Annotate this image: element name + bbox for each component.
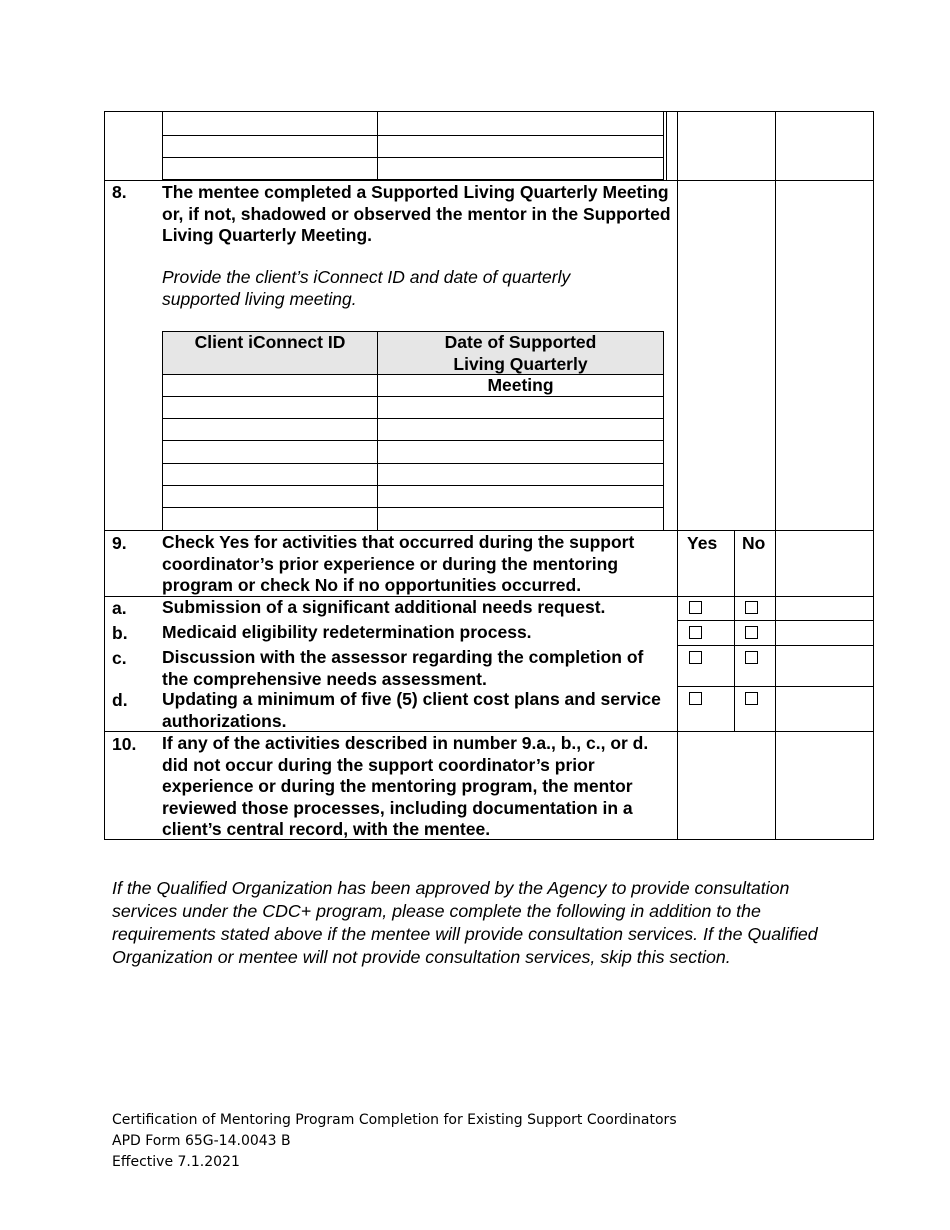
client-id-cell[interactable] xyxy=(163,441,377,463)
meeting-date-cell[interactable] xyxy=(378,441,663,463)
activity-d-yes-checkbox[interactable] xyxy=(689,692,702,705)
meeting-date-cell[interactable] xyxy=(378,464,663,485)
client-id-cell[interactable] xyxy=(163,397,377,418)
activity-c-no-checkbox[interactable] xyxy=(745,651,758,664)
activity-a-text: Submission of a significant additional needs request. xyxy=(162,597,606,617)
activity-letter: a. xyxy=(112,598,127,618)
activity-d-no-checkbox[interactable] xyxy=(745,692,758,705)
client-id-cell[interactable] xyxy=(163,486,377,507)
activity-a-yes-checkbox[interactable] xyxy=(689,601,702,614)
table-cell[interactable] xyxy=(378,136,663,157)
table-cell[interactable] xyxy=(378,112,663,135)
table-cell[interactable] xyxy=(163,136,377,157)
activity-b-yes-checkbox[interactable] xyxy=(689,626,702,639)
yes-column-header: Yes xyxy=(687,533,718,553)
meeting-date-cell[interactable] xyxy=(378,375,663,396)
table-cell[interactable] xyxy=(163,112,377,135)
item9-title: Check Yes for activities that occurred during the support coordinator’s prior experience or during the mentoring program or check No if no opportunities occurred. xyxy=(162,532,635,595)
footer-form-title: Certification of Mentoring Program Completion for Existing Support Coordinators xyxy=(112,1112,677,1128)
client-id-cell[interactable] xyxy=(163,508,377,530)
item-number: 10. xyxy=(112,734,137,754)
table-cell[interactable] xyxy=(163,158,377,179)
no-column-header: No xyxy=(742,533,766,553)
item-number: 8. xyxy=(112,182,127,202)
activity-letter: b. xyxy=(112,623,128,643)
item10-text: If any of the activities described in number 9.a., b., c., or d. did not occur during the support coordinator’s prior experience or during the mentoring program, the mentor reviewed those processes, including documentation in a client’s central record, with the mentee. xyxy=(162,733,649,839)
item8-title: The mentee completed a Supported Living Quarterly Meeting or, if not, shadowed or observed the mentor in the Supported Living Quarterly Meeting. xyxy=(162,182,671,245)
activity-b-no-checkbox[interactable] xyxy=(745,626,758,639)
client-id-cell[interactable] xyxy=(163,375,377,396)
footer-effective-date: Effective 7.1.2021 xyxy=(112,1154,240,1170)
meeting-date-cell[interactable] xyxy=(378,419,663,440)
meeting-date-cell[interactable] xyxy=(378,508,663,530)
activity-b-text: Medicaid eligibility redetermination process. xyxy=(162,622,532,642)
column-header-client-id: Client iConnect ID xyxy=(194,332,346,352)
activity-c-yes-checkbox[interactable] xyxy=(689,651,702,664)
activity-a-no-checkbox[interactable] xyxy=(745,601,758,614)
consultation-note: If the Qualified Organization has been approved by the Agency to provide consultation services under the CDC+ program, please complete the following in addition to the requirements stated above if the mentee will provide consultation services. If the Qualified Organization or mentee will not provide consultation services, skip this section. xyxy=(112,878,818,967)
footer-form-number: APD Form 65G-14.0043 B xyxy=(112,1133,291,1149)
item-number: 9. xyxy=(112,533,127,553)
item8-instruction: Provide the client’s iConnect ID and date of quarterly supported living meeting. xyxy=(162,267,571,309)
client-id-cell[interactable] xyxy=(163,464,377,485)
activity-letter: d. xyxy=(112,690,128,710)
meeting-date-cell[interactable] xyxy=(378,486,663,507)
activity-letter: c. xyxy=(112,648,127,668)
client-id-cell[interactable] xyxy=(163,419,377,440)
table-cell[interactable] xyxy=(378,158,663,179)
meeting-date-cell[interactable] xyxy=(378,397,663,418)
column-header-meeting-date: Date of Supported Living Quarterly Meeting xyxy=(444,332,597,395)
activity-d-text: Updating a minimum of five (5) client cost plans and service authorizations. xyxy=(162,689,661,731)
activity-c-text: Discussion with the assessor regarding the completion of the comprehensive needs assessment. xyxy=(162,647,644,689)
